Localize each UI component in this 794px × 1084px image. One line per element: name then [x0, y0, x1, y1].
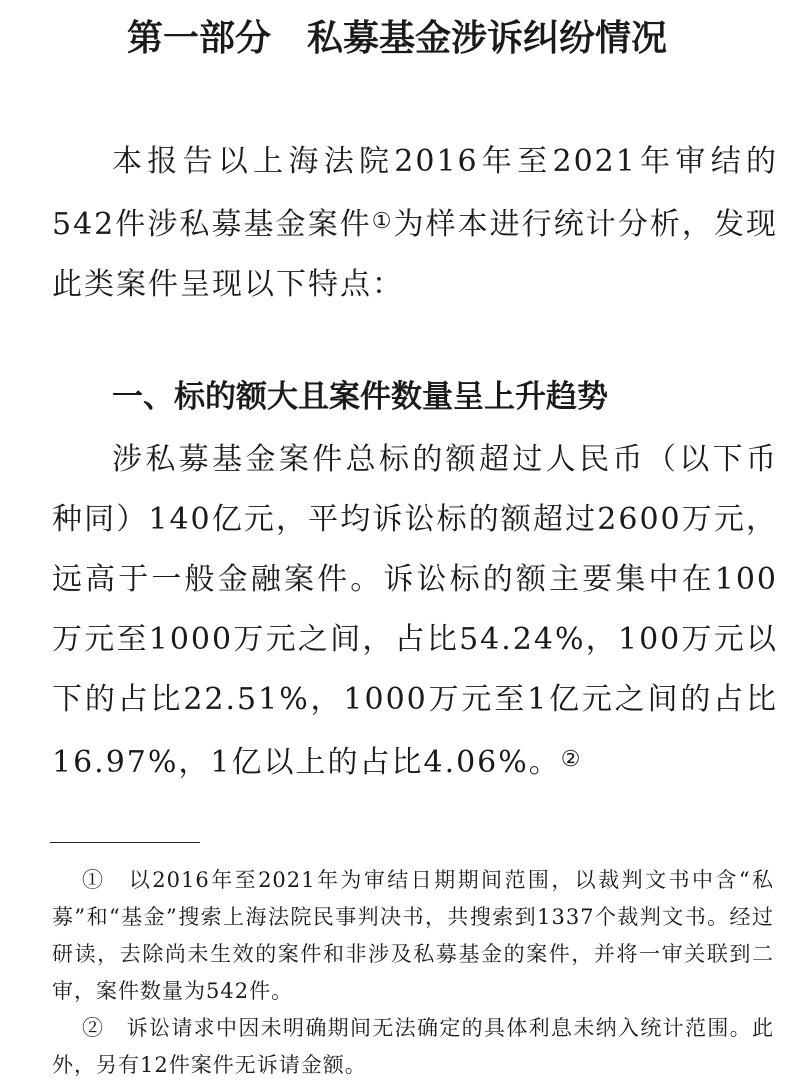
section-1-paragraph — [52, 430, 778, 793]
intro-text-after: 为样本进行统计分析，发现此类案件呈现以下特点： — [52, 207, 779, 302]
footnote-2-marker: ② — [82, 1016, 105, 1040]
section-1-text: 涉私募基金案件总标的额超过人民币（以下币种同）140亿元，平均诉讼标的额超过2600万元，远高于一般金融案件。诉讼标的额主要集中在100万元至1000万元之间，占比54.24%，100万元以下的占比22.51%，1000万元至1亿元之间的占比16.97%，1亿以上的占比4.06%。 — [52, 442, 778, 780]
footnotes — [52, 862, 774, 1084]
footnote-1-text: 以2016年至2021年为审结日期期间范围，以裁判文书中含“私募”和“基金”搜索上海法院民事判决书，共搜索到1337个裁判文书。经过研读，去除尚未生效的案件和非涉及私募基金的案件，并将一审关联到二审，案件数量为542件。 — [52, 868, 774, 1003]
footnote-ref-1[interactable]: ① — [371, 209, 394, 234]
footnote-1-marker: ① — [82, 868, 106, 892]
footnote-2 — [52, 1010, 774, 1084]
footnote-ref-2[interactable]: ② — [560, 747, 583, 772]
intro-paragraph — [52, 132, 778, 315]
page-title: 第一部分 私募基金涉诉纠纷情况 — [126, 18, 667, 59]
intro-text: 本报告以上海法院2016年至2021年审结的542件涉私募基金案件 — [52, 144, 778, 242]
footnote-2-text: 诉讼请求中因未明确期间无法确定的具体利息未纳入统计范围。此外，另有12件案件无诉请金额。 — [52, 1016, 775, 1077]
footnote-divider — [50, 842, 200, 843]
section-heading-1: 一、标的额大且案件数量呈上升趋势 — [112, 379, 608, 415]
footnote-1 — [52, 862, 774, 1010]
